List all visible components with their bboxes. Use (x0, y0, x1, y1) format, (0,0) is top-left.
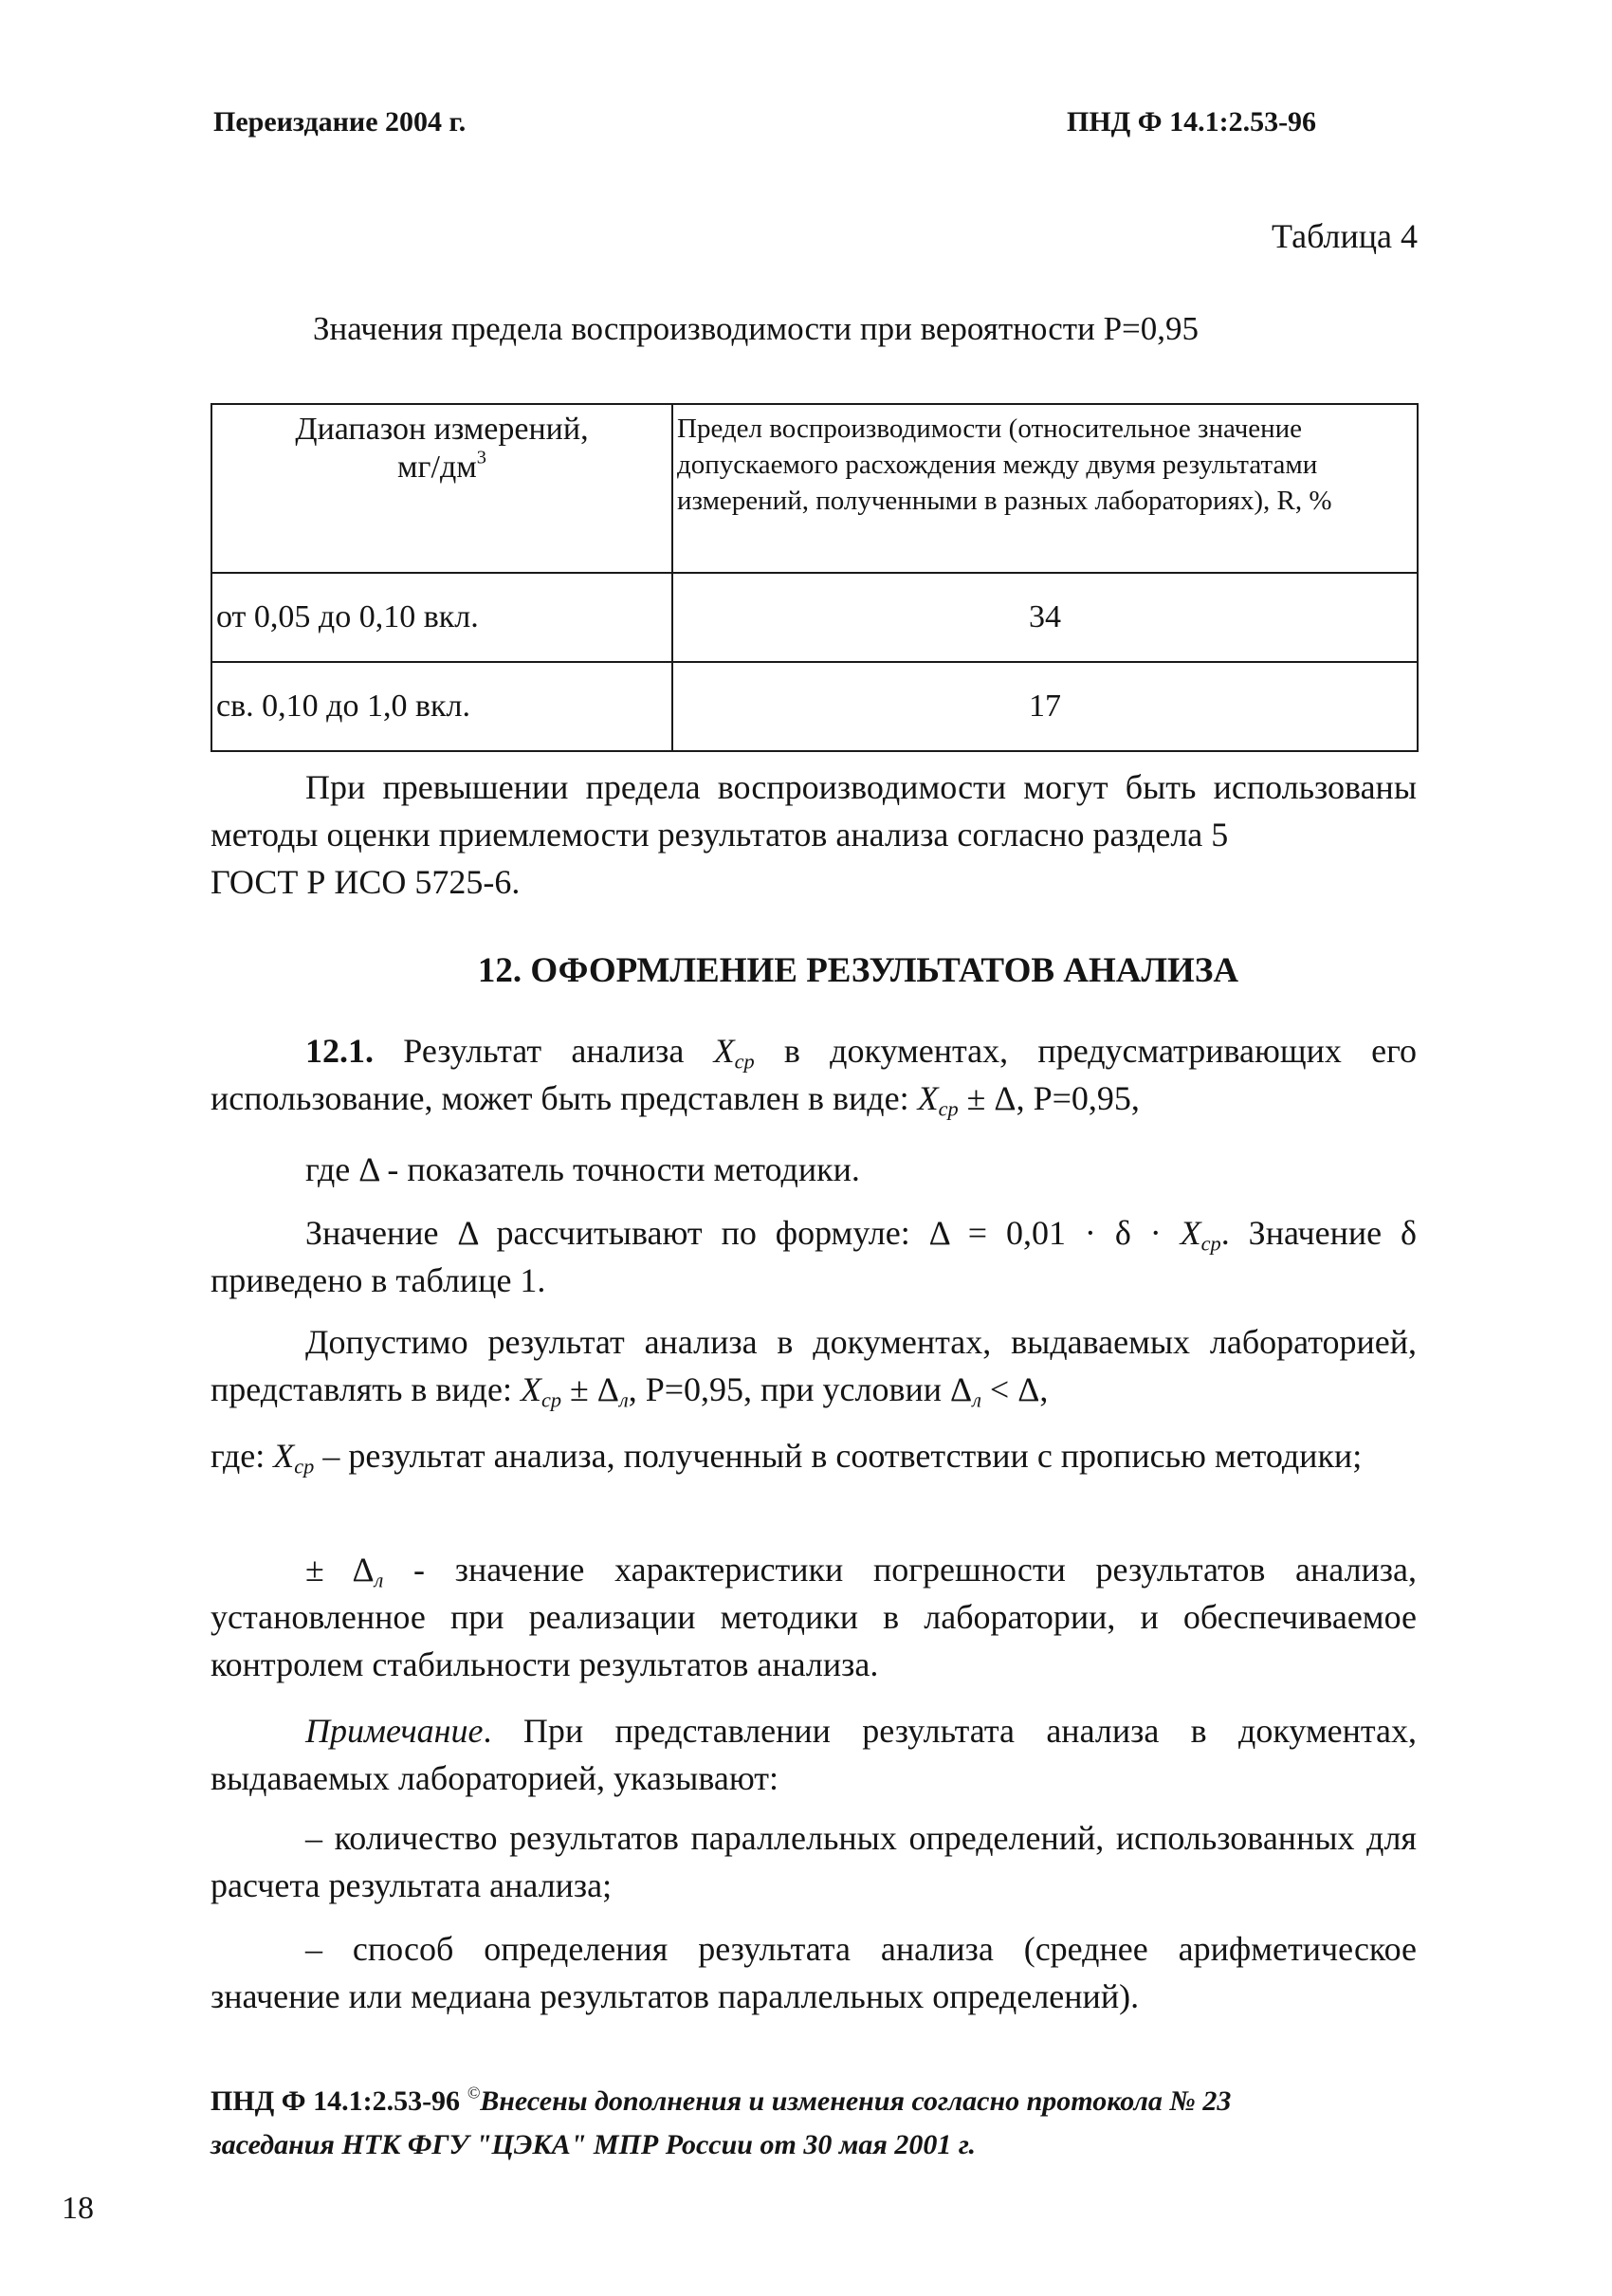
l-subscript: л (618, 1387, 629, 1412)
footer-code: ПНД Ф 14.1:2.53-96 (211, 2085, 467, 2117)
text: – результат анализа, полученный в соответствии с прописью методики; (314, 1437, 1363, 1475)
bullet-1: – количество результатов параллельных определений, использованных для расчета результата анализа; (211, 1819, 1417, 1904)
x-subscript: ср (734, 1049, 755, 1074)
value-cell: 17 (672, 662, 1418, 751)
text: ± Δ (305, 1551, 375, 1589)
col1-header-sup: 3 (476, 447, 486, 468)
bullet-2: – способ определения результата анализа (среднее арифметическое значение или медиана результатов параллельных определений). (211, 1930, 1417, 2015)
x-symbol: X (273, 1437, 295, 1475)
para-exceed-last: ГОСТ Р ИСО 5725-6. (211, 863, 521, 901)
text: Допустимо результат анализа в документах, выдаваемых лабораторией, представлять в виде: (211, 1323, 1417, 1408)
page-number: 18 (62, 2191, 94, 2226)
table-row (211, 573, 1418, 662)
text: - значение характеристики погрешности результатов анализа, установленное при реализации методики в лаборатории, и обеспечиваемое контролем стабильности результатов анализа. (211, 1551, 1418, 1683)
header-left: Переиздание 2004 г. (213, 106, 467, 138)
table-header-row (211, 404, 1418, 573)
l-subscript: л (374, 1568, 384, 1592)
text: , Р=0,95, при условии Δ (628, 1370, 973, 1408)
l-subscript: л (972, 1387, 981, 1412)
para-exceed-body: При превышении предела воспроизводимости могут быть использованы методы оценки приемлемости результатов анализа согласно раздела 5 (211, 768, 1417, 854)
x-subscript: ср (294, 1454, 315, 1479)
x-subscript: ср (938, 1096, 959, 1121)
footer-note (211, 2080, 1443, 2167)
note-text: . При представлении результата анализа в документах, выдаваемых лабораторией, указывают: (211, 1712, 1417, 1797)
reproducibility-table (211, 403, 1419, 752)
footer-line1: Внесены дополнения и изменения согласно протокола № 23 (480, 2085, 1232, 2117)
text: ± Δ, Р=0,95, (958, 1079, 1140, 1117)
text: Результат анализа (403, 1032, 714, 1070)
clause-number: 12.1. (305, 1032, 374, 1070)
note-label: Примечание (305, 1712, 484, 1750)
para-formula (211, 1209, 1417, 1304)
para-where-x (211, 1432, 1417, 1479)
range-cell: св. 0,10 до 1,0 вкл. (211, 662, 672, 751)
footer-line2: заседания НТК ФГУ "ЦЭКА" МПР России от 30 мая 2001 г. (211, 2129, 976, 2160)
para-where-delta: где Δ - показатель точности методики. (305, 1150, 860, 1188)
table-title: Значения предела воспроизводимости при вероятности Р=0,95 (313, 310, 1200, 347)
x-symbol: X (917, 1079, 939, 1117)
note (211, 1707, 1417, 1802)
header-right: ПНД Ф 14.1:2.53-96 (1067, 106, 1317, 138)
col1-header (211, 404, 672, 573)
text: где: (211, 1437, 274, 1475)
table-number: Таблица 4 (1272, 217, 1418, 255)
value-cell: 34 (672, 573, 1418, 662)
para-plus-minus (211, 1546, 1417, 1688)
x-subscript: ср (1200, 1231, 1221, 1256)
x-symbol: X (1180, 1214, 1201, 1252)
para-exceed (211, 763, 1417, 906)
para-allow (211, 1318, 1417, 1413)
x-symbol: X (520, 1370, 541, 1408)
x-subscript: ср (540, 1387, 562, 1412)
text: Значение Δ рассчитывают по формуле: Δ = 0,01 · δ · (305, 1214, 1181, 1252)
text: < Δ, (980, 1370, 1049, 1408)
text: ± Δ (561, 1370, 619, 1408)
section-title: 12. ОФОРМЛЕНИЕ РЕЗУЛЬТАТОВ АНАЛИЗА (477, 951, 1239, 990)
col2-header: Предел воспроизводимости (относительное значение допускаемого расхождения между двумя результатами измерений, полученными в разных лабораториях), R, % (672, 404, 1418, 573)
col1-header-line1: Диапазон измерений, (295, 412, 589, 447)
range-cell: от 0,05 до 0,10 вкл. (211, 573, 672, 662)
table-row (211, 662, 1418, 751)
text: . Значение δ приведено в таблице 1. (211, 1214, 1417, 1299)
copyright-mark: © (467, 2083, 481, 2103)
col1-header-line2: мг/дм (397, 450, 477, 485)
para-12-1 (211, 1027, 1417, 1122)
x-symbol: X (713, 1032, 735, 1070)
text: в документах, предусматривающих его использование, может быть представлен в виде: (211, 1032, 1418, 1117)
